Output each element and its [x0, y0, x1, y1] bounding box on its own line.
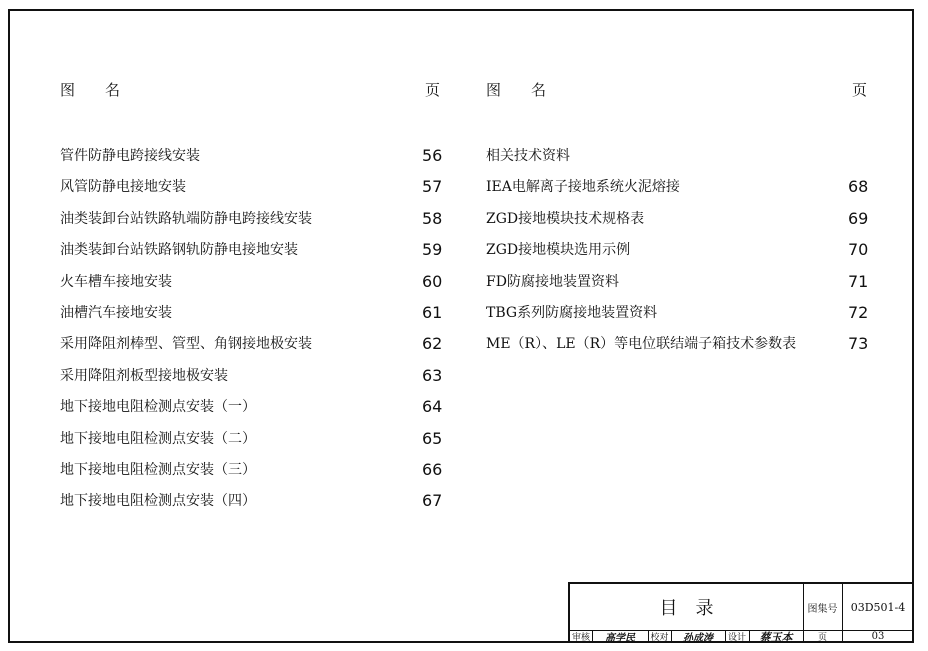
list-item-name: 采用降阻剂棒型、管型、角钢接地极安装 — [60, 336, 312, 353]
right-name-header: 图 名 — [486, 81, 547, 99]
list-item-name: 地下接地电阻检测点安装（一） — [60, 399, 256, 416]
list-item-page: 59 — [422, 240, 443, 260]
list-item-name: 油类装卸台站铁路轨端防静电跨接线安装 — [60, 210, 312, 227]
list-item-page: 71 — [848, 271, 869, 291]
page-number: 03 — [871, 631, 885, 642]
list-item-page: 66 — [422, 460, 443, 479]
catalog-title: 目 录 — [659, 598, 714, 619]
list-item-page: 73 — [848, 334, 869, 354]
list-item-page: 62 — [422, 334, 443, 354]
list-item-page: 65 — [422, 428, 443, 448]
list-item-name: 地下接地电阻检测点安装（三） — [60, 462, 256, 478]
left-page-header: 页 — [425, 81, 441, 99]
list-item-name: ZGD接地模块选用示例 — [486, 242, 631, 259]
list-item-page: 68 — [848, 177, 869, 197]
list-item-name: 火车槽车接地安装 — [60, 273, 172, 290]
list-item-name: ZGD接地模块技术规格表 — [486, 210, 645, 227]
design-label: 设计 — [727, 633, 746, 643]
list-item-page: 70 — [848, 240, 869, 260]
right-page-header: 页 — [852, 81, 868, 99]
list-item-page: 64 — [422, 397, 443, 417]
list-item-page: 67 — [422, 491, 443, 511]
list-item-name: IEA电解离子接地系统火泥熔接 — [486, 179, 680, 196]
list-item-page: 60 — [422, 271, 443, 291]
list-item-page: 69 — [848, 208, 869, 228]
design-signature: 蔡玉本 — [759, 630, 793, 644]
list-item-name: TBG系列防腐接地装置资料 — [486, 305, 658, 321]
list-item-name: 油类装卸台站铁路钢轨防静电接地安装 — [60, 242, 298, 259]
list-item-name: 采用降阻剂板型接地极安装 — [60, 367, 228, 384]
check-label: 校对 — [650, 633, 669, 643]
list-item-name: ME（R）、LE（R）等电位联结端子箱技术参数表 — [486, 336, 797, 353]
list-item-name: 风管防静电接地安装 — [60, 179, 186, 196]
list-item-name: FD防腐接地装置资料 — [486, 273, 619, 290]
list-item-name: 地下接地电阻检测点安装（二） — [60, 430, 256, 447]
list-item-page: 72 — [848, 303, 869, 322]
list-item-name: 地下接地电阻检测点安装（四） — [60, 493, 256, 510]
list-item-page: 58 — [422, 208, 443, 228]
review-label: 审核 — [571, 633, 590, 643]
list-item-page: 57 — [422, 177, 443, 197]
atlas-number: 03D501-4 — [850, 600, 906, 614]
list-item-name: 管件防静电跨接线安装 — [60, 148, 200, 164]
list-item-page: 63 — [422, 365, 443, 385]
list-item-page: 56 — [422, 146, 443, 165]
left-name-header: 图 名 — [60, 81, 121, 99]
list-item-name: 相关技术资料 — [486, 148, 570, 164]
drawing-frame — [8, 9, 914, 643]
page-label: 页 — [817, 633, 827, 643]
list-item-name: 油槽汽车接地安装 — [60, 305, 172, 321]
review-signature: 高学民 — [605, 633, 635, 644]
atlas-number-label: 图集号 — [807, 603, 838, 615]
check-signature: 孙成涛 — [683, 633, 713, 644]
title-block — [568, 582, 914, 643]
list-item-page: 61 — [422, 303, 443, 322]
